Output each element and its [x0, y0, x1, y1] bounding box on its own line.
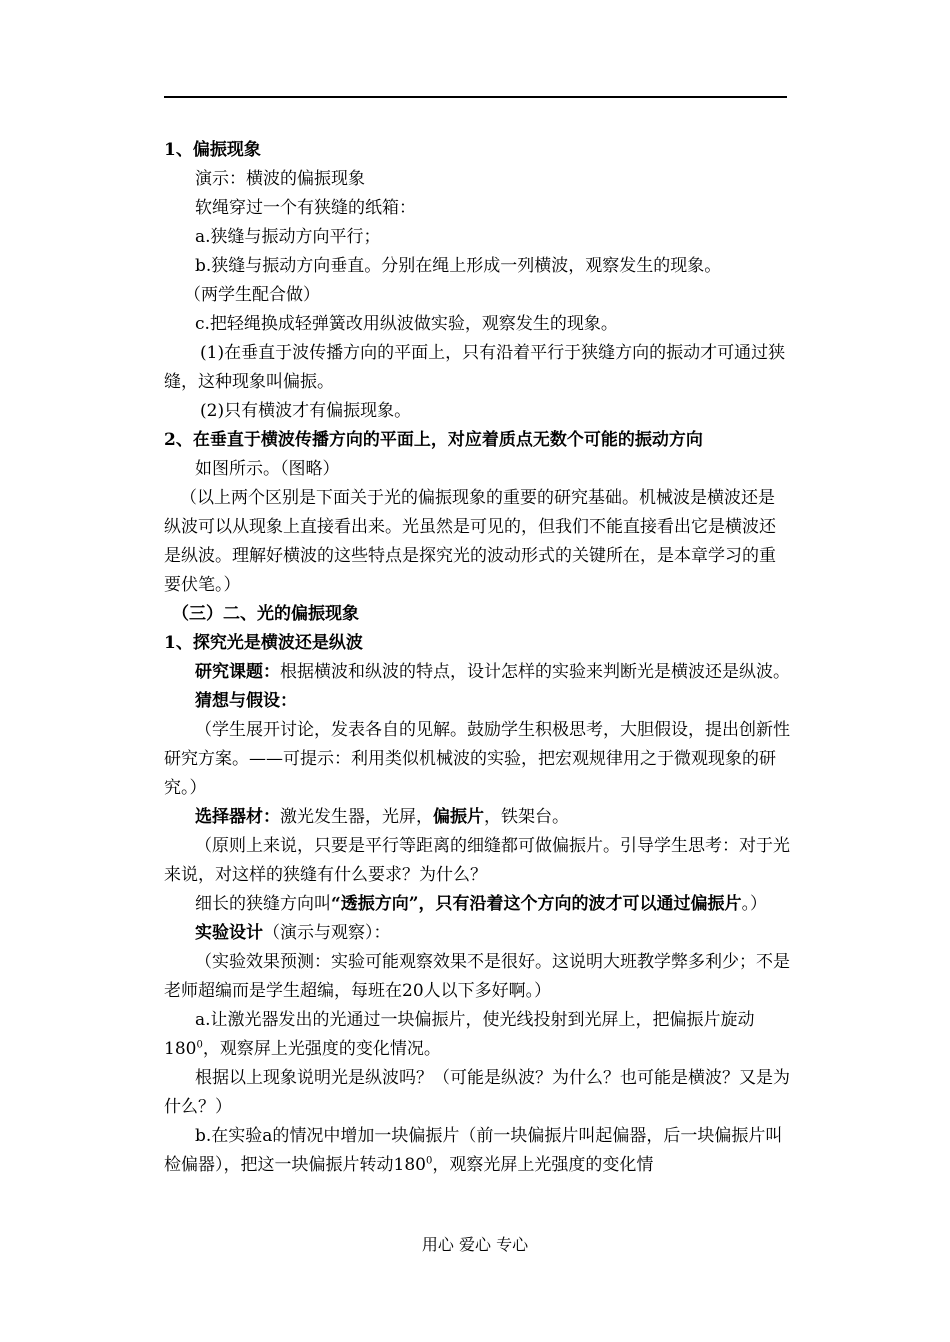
paragraph — [164, 919, 790, 948]
paragraph: 根据以上现象说明光是纵波吗？（可能是纵波？为什么？也可能是横波？又是为什么？） — [164, 1068, 790, 1117]
text: 激光发生器，光屏， — [280, 807, 433, 827]
paragraph: 演示：横波的偏振现象 — [195, 169, 365, 189]
paragraph: (2)只有横波才有偏振现象。 — [200, 401, 412, 421]
paragraph: a.狭缝与振动方向平行； — [195, 227, 381, 247]
header-rule — [164, 96, 787, 98]
text: a.让激光器发出的光通过一块偏振片，使光线投射到光屏上，把偏振片旋动180 — [164, 1010, 755, 1059]
text: b.在实验a的情况中增加一块偏振片（前一块偏振片叫起偏器，后一块偏振片叫检偏器），把这一块偏振片转动180 — [164, 1126, 783, 1175]
page-footer: 用心 爱心 专心 — [421, 1235, 529, 1254]
section-heading: 2、在垂直于横波传播方向的平面上，对应着质点无数个可能的振动方向 — [164, 430, 703, 450]
paragraph: （原则上来说，只要是平行等距离的细缝都可做偏振片。引导学生思考：对于光来说，对这样的狭缝有什么要求？为什么？ — [164, 836, 790, 885]
text: 。） — [741, 894, 768, 914]
label-bold: 研究课题： — [195, 662, 280, 682]
paragraph — [164, 1006, 790, 1064]
section-heading: （三）二、光的偏振现象 — [172, 604, 359, 624]
section-heading: 1、偏振现象 — [164, 140, 261, 160]
document-body — [164, 136, 790, 1180]
text-bold: “透振方向”，只有沿着这个方向的波才可以通过偏振片 — [331, 894, 742, 914]
text-bold: 偏振片 — [433, 807, 484, 827]
text: （演示与观察）： — [263, 923, 391, 943]
text: ，观察屏上光强度的变化情况。 — [202, 1039, 441, 1059]
text: ，铁架台。 — [484, 807, 569, 827]
label-bold: 实验设计 — [195, 923, 263, 943]
label-bold: 选择器材： — [195, 807, 280, 827]
text: 细长的狭缝方向叫 — [195, 894, 331, 914]
paragraph: (1)在垂直于波传播方向的平面上，只有沿着平行于狭缝方向的振动才可通过狭缝，这种现象叫偏振。 — [164, 343, 786, 392]
section-heading: 1、探究光是横波还是纵波 — [164, 633, 363, 653]
paragraph: （实验效果预测：实验可能观察效果不是很好。这说明大班教学弊多利少；不是老师超编而是学生超编，每班在20人以下多好啊。） — [164, 952, 790, 1001]
paragraph: （以上两个区别是下面关于光的偏振现象的重要的研究基础。机械波是横波还是纵波可以从现象上直接看出来。光虽然是可见的，但我们不能直接看出它是横波还是纵波。理解好横波的这些特点是探究光的波动形式的关键所在，是本章学习的重要伏笔。） — [164, 488, 776, 595]
label-bold: 猜想与假设： — [195, 691, 297, 711]
superscript: 0 — [196, 1039, 203, 1051]
paragraph: 软绳穿过一个有狭缝的纸箱： — [195, 198, 416, 218]
text: 根据横波和纵波的特点，设计怎样的实验来判断光是横波还是纵波。 — [280, 662, 790, 682]
superscript: 0 — [425, 1155, 433, 1167]
paragraph — [164, 890, 790, 919]
text: ，观察光屏上光强度的变化情 — [432, 1155, 654, 1175]
paragraph: c.把轻绳换成轻弹簧改用纵波做实验，观察发生的现象。 — [195, 314, 618, 334]
paragraph: （学生展开讨论，发表各自的见解。鼓励学生积极思考，大胆假设，提出创新性研究方案。——可提示：利用类似机械波的实验，把宏观规律用之于微观现象的研究。） — [164, 720, 790, 798]
paragraph: 如图所示。（图略） — [195, 459, 340, 479]
paragraph — [164, 803, 790, 832]
paragraph: b.狭缝与振动方向垂直。分别在绳上形成一列横波，观察发生的现象。 — [195, 256, 722, 276]
paragraph — [164, 658, 790, 687]
paragraph — [164, 1122, 790, 1180]
paragraph: （两学生配合做） — [184, 285, 320, 305]
